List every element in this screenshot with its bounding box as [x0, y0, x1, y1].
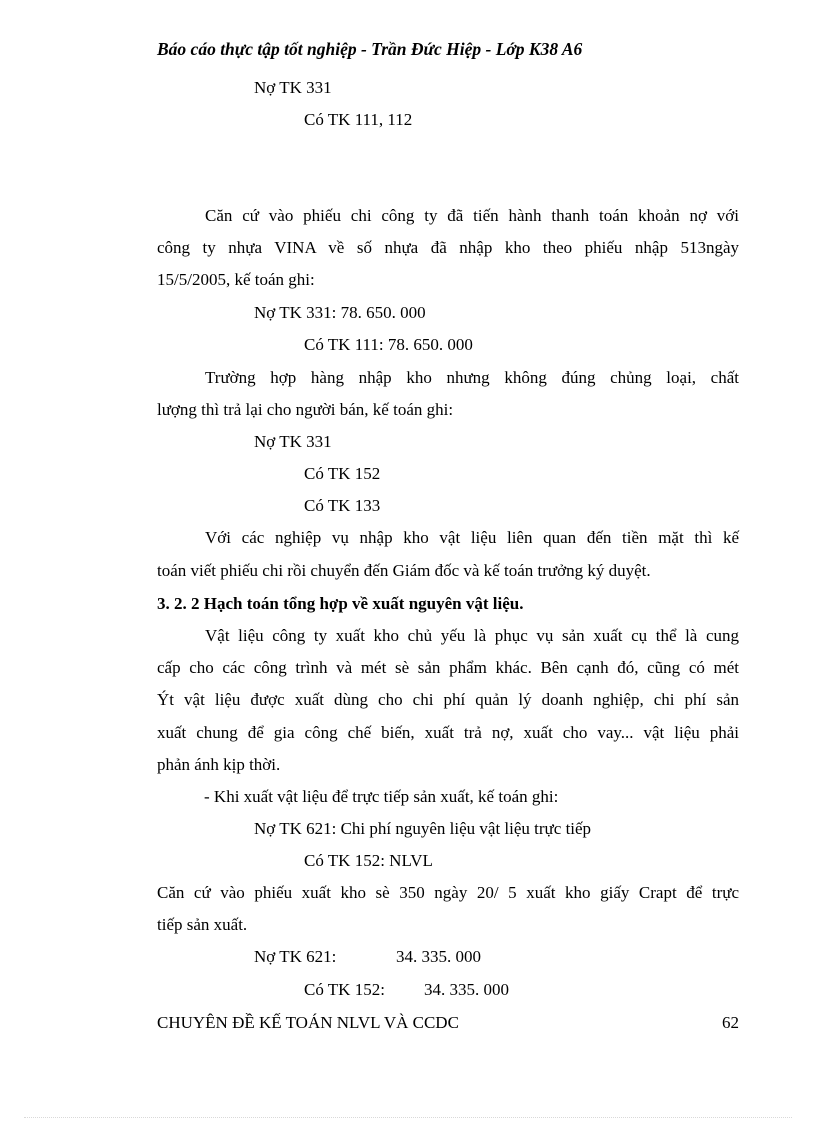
- paragraph5-line1: Căn cứ vào phiếu xuất kho sè 350 ngày 20/ 5 xuất kho giấy Crapt để trực: [157, 883, 739, 902]
- paragraph4-line3: Ýt vật liệu được xuất dùng cho chi phí quản lý doanh nghiệp, chi phí sản: [157, 690, 739, 709]
- page-number: 62: [722, 1013, 739, 1032]
- paragraph1-line1: Căn cứ vào phiếu chi công ty đã tiến hành thanh toán khoản nợ với: [205, 206, 739, 225]
- page-header: Báo cáo thực tập tốt nghiệp - Trần Đức Hiệp - Lớp K38 A6: [157, 39, 583, 59]
- entry1-credit: Có TK 111, 112: [304, 110, 413, 129]
- entry2-debit: Nợ TK 331: 78. 650. 000: [254, 303, 426, 322]
- page-footer: [157, 1012, 739, 1034]
- bullet-export-direct: - Khi xuất vật liệu để trực tiếp sản xuất, kế toán ghi:: [204, 787, 559, 806]
- entry5-credit-amount: 34. 335. 000: [424, 980, 509, 999]
- entry5-debit-amount: 34. 335. 000: [396, 947, 481, 966]
- entry4-debit: Nợ TK 621: Chi phí nguyên liệu vật liệu trực tiếp: [254, 819, 592, 838]
- entry3-credit2: Có TK 133: [304, 496, 381, 515]
- paragraph1-line2: công ty nhựa VINA về số nhựa đã nhập kho theo phiếu nhập 513ngày: [157, 238, 739, 257]
- paragraph1-line3: 15/5/2005, kế toán ghi:: [157, 270, 315, 289]
- entry3-credit1: Có TK 152: [304, 464, 381, 483]
- paragraph2-line2: lượng thì trả lại cho người bán, kế toán ghi:: [157, 400, 454, 419]
- entry3-debit: Nợ TK 331: [254, 432, 332, 451]
- section-heading: 3. 2. 2 Hạch toán tổng hợp về xuất nguyên vật liệu.: [157, 594, 524, 613]
- paragraph4-line5: phản ánh kịp thời.: [157, 755, 281, 774]
- paragraph4-line1: Vật liệu công ty xuất kho chủ yếu là phục vụ sản xuất cụ thể là cung: [205, 626, 739, 645]
- paragraph4-line2: cấp cho các công trình và mét sè sản phẩm khác. Bên cạnh đó, cũng có mét: [157, 658, 739, 677]
- entry5-credit-label: Có TK 152:: [304, 980, 385, 999]
- paragraph5-line2: tiếp sản xuất.: [157, 915, 248, 934]
- footer-title: CHUYÊN ĐỀ KẾ TOÁN NLVL VÀ CCDC: [157, 1013, 459, 1032]
- entry5-debit-label: Nợ TK 621:: [254, 947, 337, 966]
- paragraph3-line2: toán viết phiếu chi rồi chuyển đến Giám đốc và kế toán trưởng ký duyệt.: [157, 561, 651, 580]
- paragraph2-line1: Trường hợp hàng nhập kho nhưng không đúng chủng loại, chất: [205, 368, 739, 387]
- page-bottom-border: [24, 1117, 792, 1118]
- entry1-debit: Nợ TK 331: [254, 78, 332, 97]
- entry4-credit: Có TK 152: NLVL: [304, 851, 433, 870]
- entry2-credit: Có TK 111: 78. 650. 000: [304, 335, 473, 354]
- paragraph3-line1: Với các nghiệp vụ nhập kho vật liệu liên quan đến tiền mặt thì kế: [205, 528, 739, 547]
- paragraph4-line4: xuất chung để gia công chế biến, xuất trả nợ, xuất cho vay... vật liệu phải: [157, 723, 739, 742]
